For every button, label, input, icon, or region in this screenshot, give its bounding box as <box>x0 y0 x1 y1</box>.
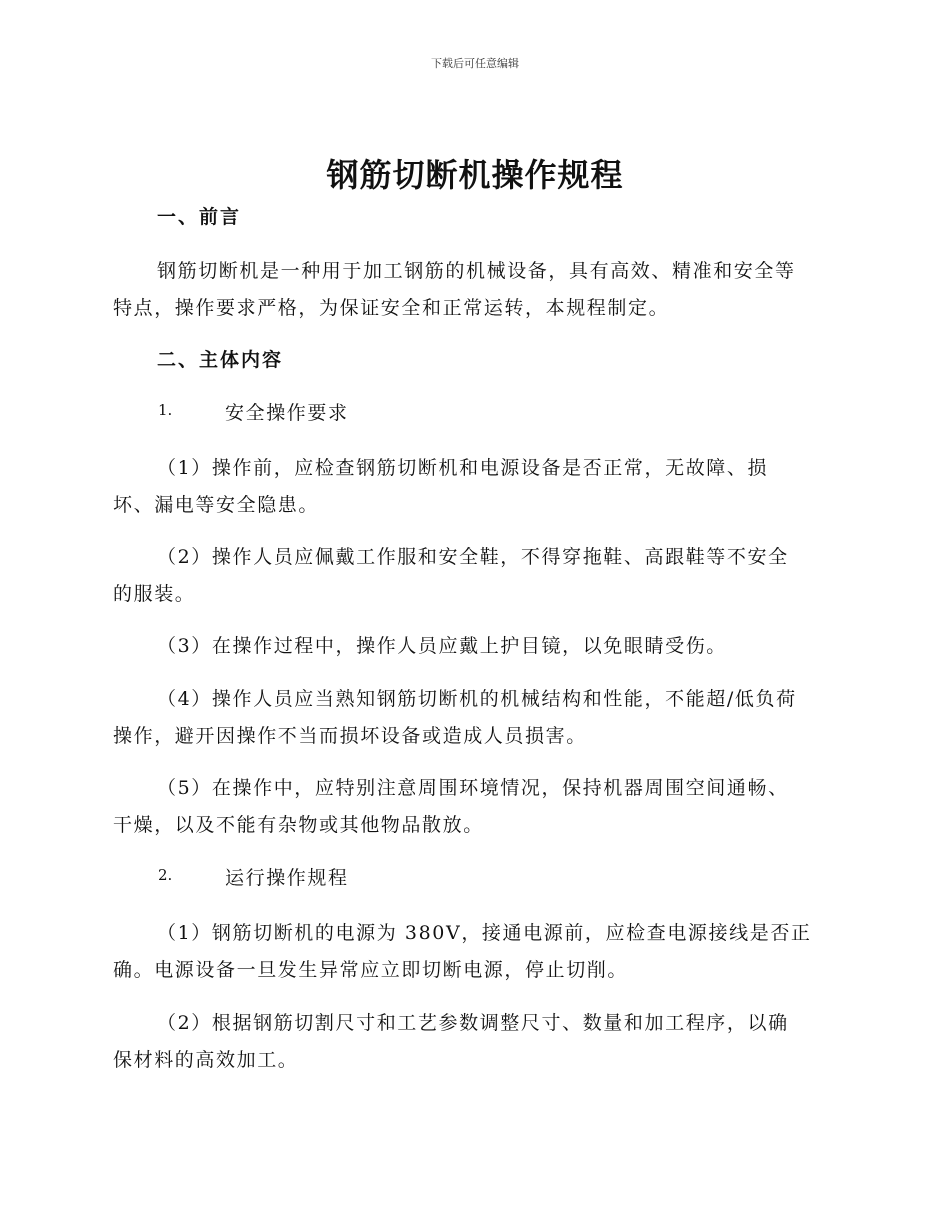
subsection-number: 1. <box>158 401 173 419</box>
section-heading-main: 二、主体内容 <box>157 349 284 371</box>
item-line: 干燥，以及不能有杂物或其他物品散放。 <box>113 814 484 836</box>
paragraph-line: 钢筋切断机是一种用于加工钢筋的机械设备，具有高效、精准和安全等 <box>157 260 796 282</box>
subsection-number: 2. <box>158 866 173 884</box>
item-line: （1）钢筋切断机的电源为 380V，接通电源前，应检查电源接线是否正 <box>157 922 812 944</box>
item-line: （2）根据钢筋切割尺寸和工艺参数调整尺寸、数量和加工程序，以确 <box>157 1012 789 1034</box>
item-line: （5）在操作中，应特别注意周围环境情况，保持机器周围空间通畅、 <box>157 777 789 799</box>
item-line: 保材料的高效加工。 <box>113 1049 299 1071</box>
item-line: 的服装。 <box>113 583 196 605</box>
document-title: 钢筋切断机操作规程 <box>326 156 624 194</box>
item-line: 坏、漏电等安全隐患。 <box>113 494 320 516</box>
subsection-label: 运行操作规程 <box>225 867 349 889</box>
item-line: （4）操作人员应当熟知钢筋切断机的机械结构和性能，不能超/低负荷 <box>157 688 797 710</box>
item-line: （1）操作前，应检查钢筋切断机和电源设备是否正常，无故障、损 <box>157 457 769 479</box>
item-line: 操作，避开因操作不当而损坏设备或造成人员损害。 <box>113 725 587 747</box>
item-line: （2）操作人员应佩戴工作服和安全鞋，不得穿拖鞋、高跟鞋等不安全 <box>157 546 789 568</box>
section-heading-preface: 一、前言 <box>157 206 242 228</box>
subsection-label: 安全操作要求 <box>225 402 349 424</box>
paragraph-line: 特点，操作要求严格，为保证安全和正常运转，本规程制定。 <box>113 297 670 319</box>
header-note: 下载后可任意编辑 <box>431 57 519 70</box>
item-line: 确。电源设备一旦发生异常应立即切断电源，停止切削。 <box>113 959 629 981</box>
item-line: （3）在操作过程中，操作人员应戴上护目镜，以免眼睛受伤。 <box>157 635 727 657</box>
